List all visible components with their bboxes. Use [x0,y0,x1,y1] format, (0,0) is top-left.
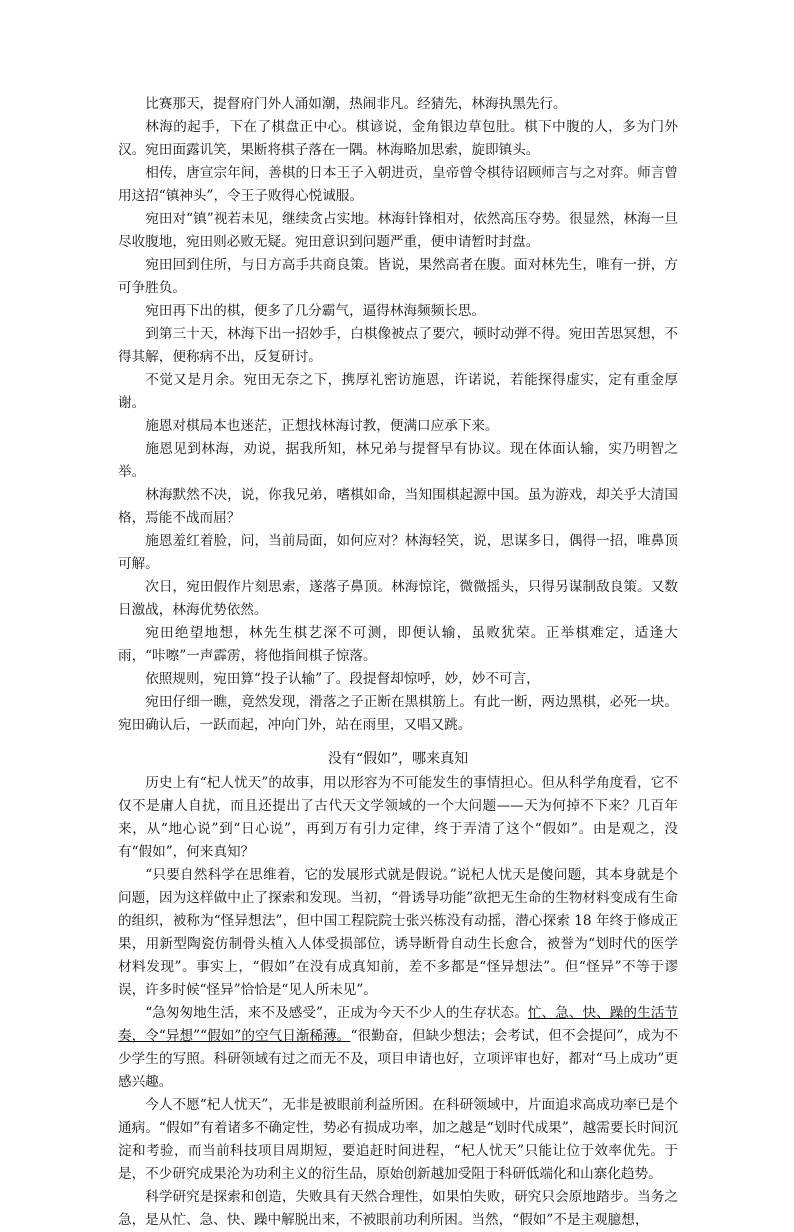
essay-paragraph: 历史上有“杞人忧天”的故事，用以形容为不可能发生的事情担心。但从科学角度看，它不仅不是庸人自扰，而且还提出了古代天文学领域的一个大问题——天为何掉不下来？几百年来，从“地心说”到“日心说”，再到万有引力定律，终于弄清了这个“假如”。由是观之，没有“假如”，何来真知？ [118,775,678,860]
essay-paragraph: 科学研究是探索和创造，失败具有天然合理性，如果怕失败，研究只会原地踏步。当务之急，是从忙、急、快、躁中解脱出来，不被眼前功利所困。当然，“假如”不是主观臆想， [118,1189,678,1228]
essay-section [118,748,678,1232]
essay-paragraph: 今人不愿“杞人忧天”，无非是被眼前利益所困。在科研领域中，片面追求高成功率已是个通病。“假如”有着诸多不确定性，势必有损成功率，加之越是“划时代成果”，越需要长时间沉淀和考验，而当前科技项目周期短，要追赶时间进程，“杞人忧天”只能让位于效率优先。于是，不少研究成果沦为功利主义的衍生品，原始创新越加受阻于科研低端化和山寨化趋势。 [118,1097,678,1182]
story-paragraph: 林海的起手，下在了棋盘正中心。棋谚说，金角银边草包肚。棋下中腹的人，多为门外汉。宛田面露讥笑，果断将棋子落在一隅。林海略加思索，旋即镇头。 [118,119,678,158]
story-paragraph: 比赛那天，提督府门外人涌如潮，热闹非凡。经猜先，林海执黑先行。 [145,96,567,112]
story-paragraph: 次日，宛田假作片刻思索，遂落子鼻顶。林海惊诧，微微摇头，只得另谋制敌良策。又数日激战，林海优势依然。 [118,579,678,618]
essay-title: 没有“假如”，哪来真知 [327,751,469,767]
story-paragraph: 宛田回到住所，与日方高手共商良策。皆说，果然高者在腹。面对林先生，唯有一拼，方可争胜负。 [118,257,678,296]
story-paragraph: 不觉又是月余。宛田无奈之下，携厚礼密访施恩，许诺说，若能探得虚实，定有重金厚谢。 [118,372,678,411]
story-section [118,93,678,737]
story-paragraph: 相传，唐宣宗年间，善棋的日本王子入朝进贡，皇帝曾令棋待诏顾师言与之对弈。师言曾用这招“镇神头”，令王子败得心悦诚服。 [118,165,678,204]
story-paragraph: 林海默然不决，说，你我兄弟，嗜棋如命，当知围棋起源中国。虽为游戏，却关乎大清国格，焉能不战而屈？ [118,487,678,526]
essay-paragraph [118,1002,678,1094]
story-paragraph: 施恩羞红着脸，问，当前局面，如何应对？林海轻笑，说，思谋多日，偶得一招，唯鼻顶可解。 [118,533,678,572]
document-page [118,93,678,1232]
essay-text: “急匆匆地生活，来不及感受”，正成为今天不少人的生存状态。 [145,1005,528,1021]
story-paragraph: 到第三十天，林海下出一招妙手，白棋像被点了要穴，顿时动弹不得。宛田苦思冥想，不得其解，便称病不出，反复研讨。 [118,326,678,365]
underlined-sentence: 忙、急、快、躁的生活节奏，令“异想”“假如”的空气日渐稀薄。 [118,1005,678,1044]
essay-paragraph: “只要自然科学在思维着，它的发展形式就是假说。”说杞人忧天是傻问题，其本身就是个问题，因为这样做中止了探索和发现。当初，“骨诱导功能”欲把无生命的生物材料变成有生命的组织，被称为“怪异想法”，但中国工程院院士张兴栋没有动摇，潜心探索 18 年终于修成正果，用新型陶瓷仿制骨头植入人体受损部位，诱导断骨自动生长愈合，被誉为“划时代的医学材料发现”。事实上，“假如”在没有成真知前，差不多都是“怪异想法”。但“怪异”不等于谬误，许多时候“怪异”恰恰是“见人所未见”。 [118,867,678,998]
story-paragraph: 宛田绝望地想，林先生棋艺深不可测，即便认输，虽败犹荣。正举棋难定，适逢大雨，“咔嚓”一声霹雳，将他指间棋子惊落。 [118,625,678,664]
story-paragraph: 宛田仔细一瞧，竟然发现，滑落之子正断在黑棋筋上。有此一断，两边黑棋，必死一块。宛田确认后，一跃而起，冲向门外，站在雨里，又唱又跳。 [118,694,678,733]
story-paragraph: 施恩对棋局本也迷茫，正想找林海讨教，便满口应承下来。 [145,418,499,434]
story-paragraph: 依照规则，宛田算“投子认输”了。段提督却惊呼，妙，妙不可言， [145,671,540,687]
story-paragraph: 施恩见到林海，劝说，据我所知，林兄弟与提督早有协议。现在体面认输，实乃明智之举。 [118,441,678,480]
story-paragraph: 宛田对“镇”视若未见，继续贪占实地。林海针锋相对，依然高压夺势。很显然，林海一旦尽收腹地，宛田则必败无疑。宛田意识到问题严重，便申请暂时封盘。 [118,211,678,250]
story-paragraph: 宛田再下出的棋，便多了几分霸气，逼得林海频频长思。 [145,303,486,319]
essay-text: “很勤奋，但缺少想法；会考试，但不会提问”，成为不少学生的写照。科研领域有过之而无不及，项目申请也好，立项评审也好，都对“马上成功”更感兴趣。 [118,1028,678,1090]
